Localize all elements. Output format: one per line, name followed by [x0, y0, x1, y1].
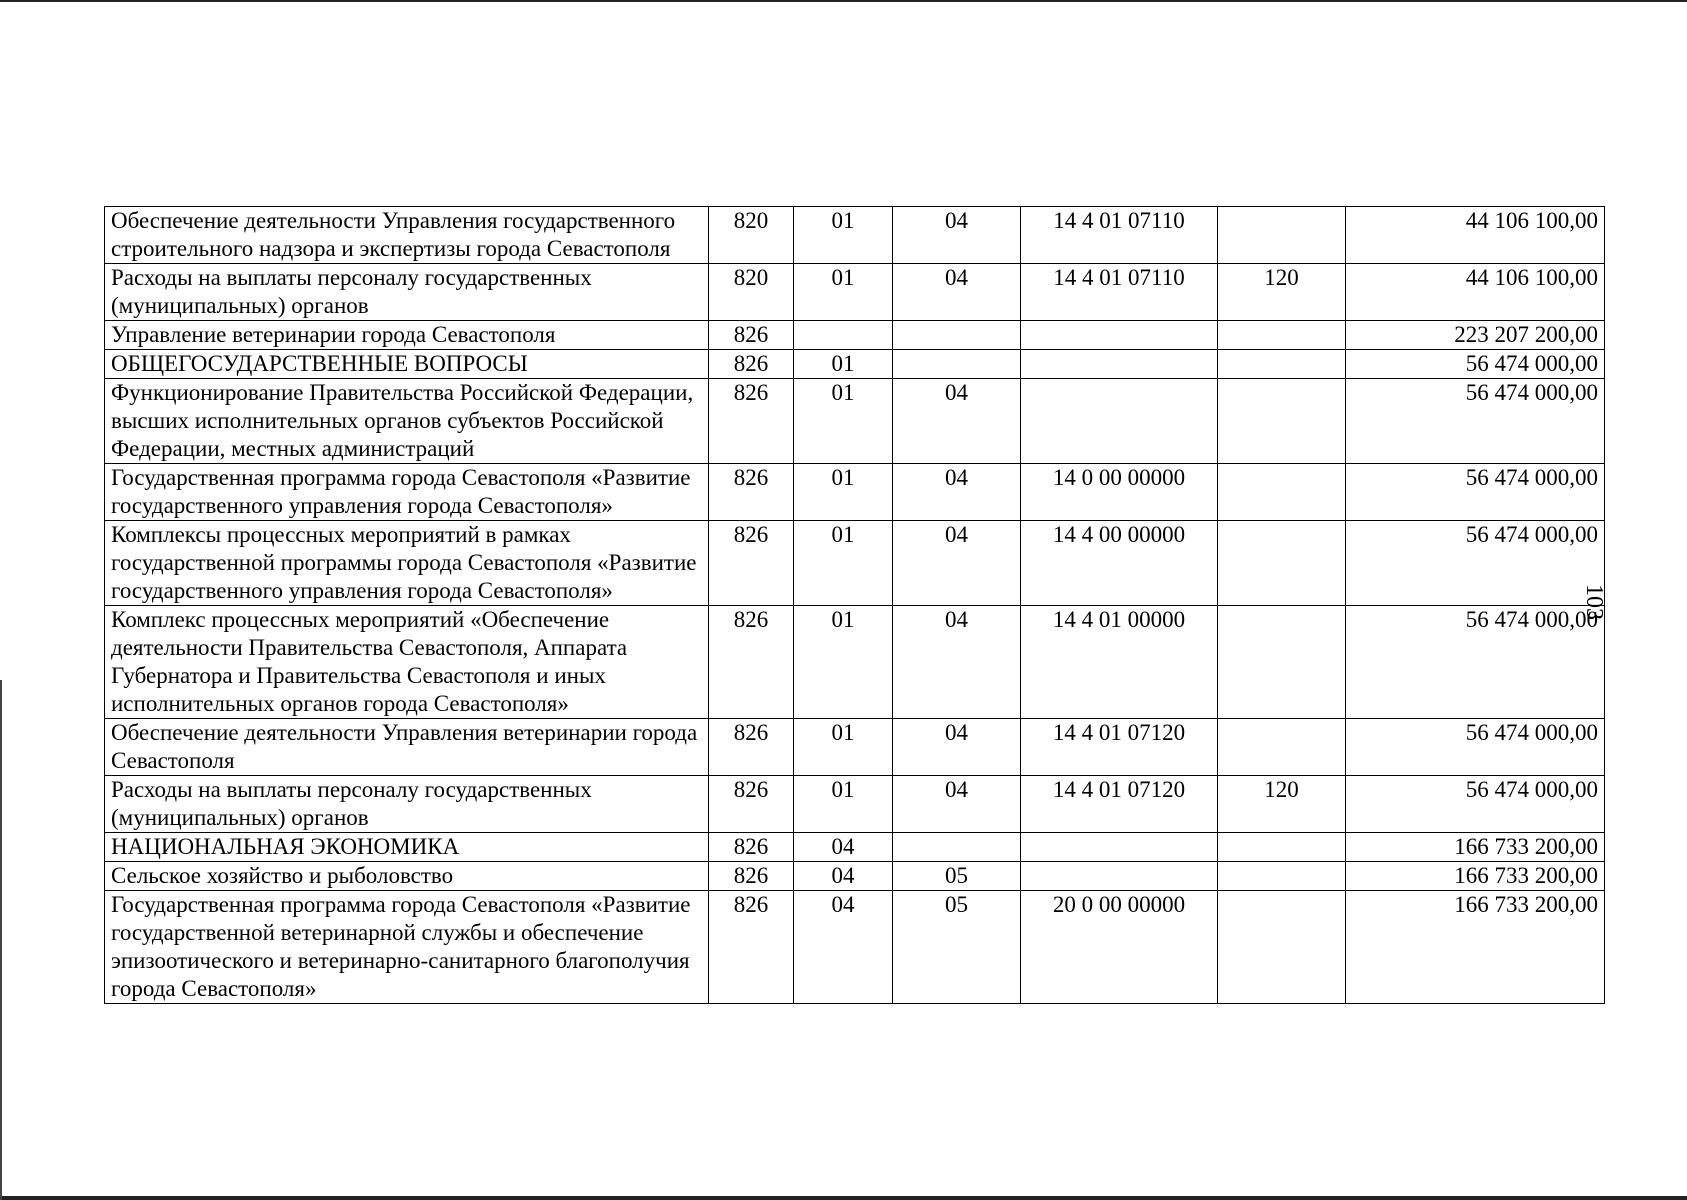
table-row — [105, 833, 1605, 862]
cell-amount: 56 474 000,00 — [1346, 350, 1605, 379]
cell-expense-type — [1218, 833, 1346, 862]
cell-subsection — [893, 833, 1021, 862]
cell-grbs: 826 — [709, 862, 794, 891]
table-row — [105, 862, 1605, 891]
table-row — [105, 719, 1605, 776]
cell-section: 01 — [794, 464, 893, 521]
cell-name: Комплексы процессных мероприятий в рамках государственной программы города Севастополя «Развитие государственного управления города Севастополя» — [105, 521, 709, 606]
cell-name: Расходы на выплаты персоналу государственных (муниципальных) органов — [105, 776, 709, 833]
cell-subsection: 04 — [893, 606, 1021, 719]
cell-name: НАЦИОНАЛЬНАЯ ЭКОНОМИКА — [105, 833, 709, 862]
cell-section — [794, 321, 893, 350]
cell-name: Сельское хозяйство и рыболовство — [105, 862, 709, 891]
cell-target-article: 14 4 01 07120 — [1021, 776, 1218, 833]
cell-target-article — [1021, 862, 1218, 891]
cell-subsection: 04 — [893, 264, 1021, 321]
cell-target-article: 14 4 00 00000 — [1021, 521, 1218, 606]
table-row — [105, 606, 1605, 719]
cell-subsection: 04 — [893, 207, 1021, 264]
cell-expense-type — [1218, 207, 1346, 264]
cell-name: Государственная программа города Севастополя «Развитие государственной ветеринарной службы и обеспечение эпизоотического и ветеринарно-санитарного благополучия города Севастополя» — [105, 891, 709, 1004]
cell-section: 01 — [794, 264, 893, 321]
cell-expense-type — [1218, 350, 1346, 379]
cell-grbs: 826 — [709, 891, 794, 1004]
cell-amount: 166 733 200,00 — [1346, 891, 1605, 1004]
table-row — [105, 776, 1605, 833]
cell-name: ОБЩЕГОСУДАРСТВЕННЫЕ ВОПРОСЫ — [105, 350, 709, 379]
cell-expense-type — [1218, 321, 1346, 350]
cell-grbs: 826 — [709, 321, 794, 350]
cell-section: 01 — [794, 207, 893, 264]
cell-expense-type — [1218, 606, 1346, 719]
scan-edge-bottom — [0, 1196, 1687, 1200]
table-body — [105, 207, 1605, 1004]
scan-edge-top — [0, 0, 1687, 2]
cell-grbs: 826 — [709, 464, 794, 521]
cell-name: Обеспечение деятельности Управления государственного строительного надзора и экспертизы города Севастополя — [105, 207, 709, 264]
cell-name: Функционирование Правительства Российской Федерации, высших исполнительных органов субъектов Российской Федерации, местных администраций — [105, 379, 709, 464]
cell-target-article — [1021, 350, 1218, 379]
cell-subsection: 05 — [893, 862, 1021, 891]
cell-subsection — [893, 350, 1021, 379]
cell-expense-type: 120 — [1218, 264, 1346, 321]
table-row — [105, 207, 1605, 264]
cell-section: 01 — [794, 379, 893, 464]
cell-name: Государственная программа города Севастополя «Развитие государственного управления города Севастополя» — [105, 464, 709, 521]
cell-section: 01 — [794, 776, 893, 833]
cell-target-article — [1021, 379, 1218, 464]
cell-grbs: 826 — [709, 350, 794, 379]
page-number: 103 — [1581, 584, 1607, 620]
cell-section: 01 — [794, 606, 893, 719]
cell-grbs: 826 — [709, 379, 794, 464]
cell-section: 01 — [794, 521, 893, 606]
cell-subsection: 04 — [893, 719, 1021, 776]
cell-grbs: 826 — [709, 719, 794, 776]
budget-table — [104, 206, 1605, 1004]
cell-grbs: 820 — [709, 207, 794, 264]
cell-grbs: 826 — [709, 833, 794, 862]
cell-grbs: 826 — [709, 521, 794, 606]
cell-subsection: 05 — [893, 891, 1021, 1004]
cell-section: 04 — [794, 862, 893, 891]
cell-expense-type — [1218, 521, 1346, 606]
cell-target-article: 14 4 01 00000 — [1021, 606, 1218, 719]
cell-subsection: 04 — [893, 521, 1021, 606]
cell-grbs: 820 — [709, 264, 794, 321]
cell-name: Управление ветеринарии города Севастополя — [105, 321, 709, 350]
cell-target-article: 20 0 00 00000 — [1021, 891, 1218, 1004]
table-row — [105, 521, 1605, 606]
cell-name: Комплекс процессных мероприятий «Обеспечение деятельности Правительства Севастополя, Аппарата Губернатора и Правительства Севастополя и иных исполнительных органов города Севастополя» — [105, 606, 709, 719]
cell-target-article: 14 4 01 07120 — [1021, 719, 1218, 776]
cell-expense-type — [1218, 862, 1346, 891]
cell-section: 01 — [794, 350, 893, 379]
cell-section: 04 — [794, 891, 893, 1004]
cell-section: 04 — [794, 833, 893, 862]
cell-subsection — [893, 321, 1021, 350]
table-row — [105, 891, 1605, 1004]
cell-amount: 223 207 200,00 — [1346, 321, 1605, 350]
cell-subsection: 04 — [893, 379, 1021, 464]
cell-expense-type: 120 — [1218, 776, 1346, 833]
cell-subsection: 04 — [893, 464, 1021, 521]
cell-amount: 44 106 100,00 — [1346, 264, 1605, 321]
cell-amount: 56 474 000,00 — [1346, 464, 1605, 521]
cell-subsection: 04 — [893, 776, 1021, 833]
cell-amount: 56 474 000,00 — [1346, 719, 1605, 776]
cell-target-article: 14 4 01 07110 — [1021, 207, 1218, 264]
cell-amount: 166 733 200,00 — [1346, 862, 1605, 891]
cell-section: 01 — [794, 719, 893, 776]
cell-expense-type — [1218, 464, 1346, 521]
cell-expense-type — [1218, 891, 1346, 1004]
cell-grbs: 826 — [709, 606, 794, 719]
cell-expense-type — [1218, 379, 1346, 464]
cell-grbs: 826 — [709, 776, 794, 833]
cell-target-article — [1021, 833, 1218, 862]
cell-amount: 56 474 000,00 — [1346, 379, 1605, 464]
cell-target-article: 14 0 00 00000 — [1021, 464, 1218, 521]
table-row — [105, 464, 1605, 521]
cell-name: Обеспечение деятельности Управления ветеринарии города Севастополя — [105, 719, 709, 776]
table-row — [105, 350, 1605, 379]
cell-amount: 56 474 000,00 — [1346, 776, 1605, 833]
table-row — [105, 264, 1605, 321]
cell-target-article — [1021, 321, 1218, 350]
scan-edge-left — [0, 680, 2, 1200]
cell-target-article: 14 4 01 07110 — [1021, 264, 1218, 321]
cell-amount: 56 474 000,00 — [1346, 606, 1605, 719]
cell-amount: 44 106 100,00 — [1346, 207, 1605, 264]
cell-name: Расходы на выплаты персоналу государственных (муниципальных) органов — [105, 264, 709, 321]
cell-amount: 166 733 200,00 — [1346, 833, 1605, 862]
cell-expense-type — [1218, 719, 1346, 776]
table-row — [105, 321, 1605, 350]
cell-amount: 56 474 000,00 — [1346, 521, 1605, 606]
table-row — [105, 379, 1605, 464]
